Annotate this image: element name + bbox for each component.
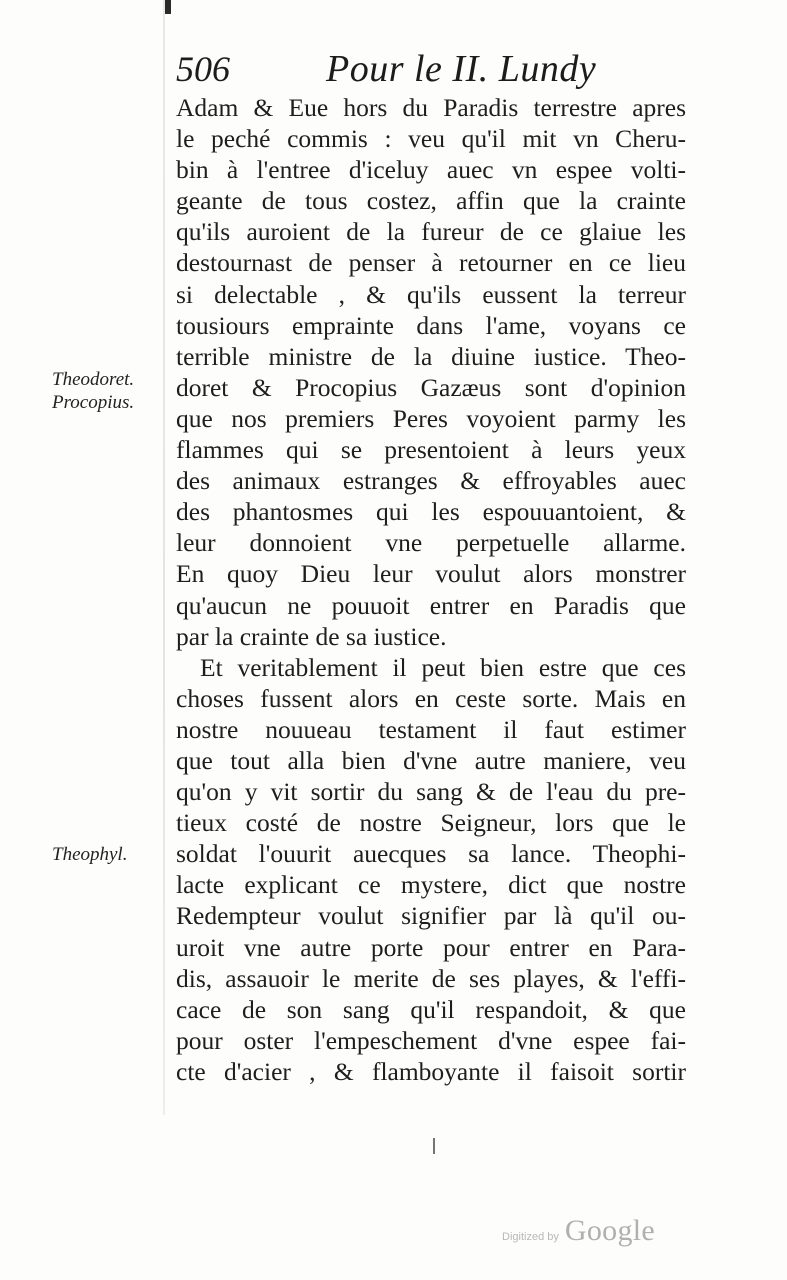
text-line: soldat l'ouurit auecques sa lance. Theophi- [176, 839, 686, 869]
margin-note-theophyl: Theophyl. [52, 844, 128, 865]
text-line: que nos premiers Peres voyoient parmy les [176, 403, 686, 433]
text-line: choses fussent alors en ceste sorte. Mais en [176, 683, 686, 713]
text-line: cte d'acier , & flamboyante il faisoit sortir [176, 1056, 686, 1086]
text-line: qu'aucun ne pouuoit entrer en Paradis que [176, 590, 686, 620]
page-header [176, 46, 686, 92]
text-line: terrible ministre de la diuine iustice. Theo- [176, 341, 686, 371]
top-edge-mark [165, 0, 171, 14]
text-line: geante de tous costez, affin que la crainte [176, 186, 686, 216]
text-line: tousiours emprainte dans l'ame, voyans ce [176, 310, 686, 340]
text-line: nostre nouueau testament il faut estimer [176, 714, 686, 744]
text-line: lacte explicant ce mystere, dict que nostre [176, 870, 686, 900]
running-title: Pour le II. Lundy [326, 48, 597, 90]
margin-note-theodoret: Theodoret. [52, 369, 135, 390]
text-line: bin à l'entree d'iceluy auec vn espee volti- [176, 155, 686, 185]
text-line: uroit vne autre porte pour entrer en Para- [176, 932, 686, 962]
text-line: par la crainte de sa iustice. [176, 621, 447, 651]
text-line: qu'ils auroient de la fureur de ce glaiue les [176, 217, 686, 247]
page-number: 506 [176, 49, 230, 89]
digitized-by-label: Digitized by [502, 1231, 559, 1243]
ink-mark [433, 1138, 435, 1154]
body-text [176, 92, 686, 1087]
text-line: le peché commis : veu qu'il mit vn Cheru- [176, 124, 686, 154]
text-line: cace de son sang qu'il respandoit, & que [176, 994, 686, 1024]
google-logo: Google [564, 1214, 655, 1247]
text-line: En quoy Dieu leur voulut alors monstrer [176, 559, 686, 589]
text-line: tieux costé de nostre Seigneur, lors que le [176, 808, 686, 838]
text-line: destournast de penser à retourner en ce lieu [176, 248, 686, 278]
text-line: dis, assauoir le merite de ses playes, & l'effi- [176, 963, 686, 993]
text-line: qu'on y vit sortir du sang & de l'eau du pre- [176, 777, 686, 807]
digitization-watermark [502, 1214, 655, 1248]
text-line: des animaux estranges & effroyables auec [176, 466, 686, 496]
text-line: Et veritablement il peut bien estre que ces [200, 652, 686, 682]
gutter-shadow [163, 0, 165, 1115]
text-line: Adam & Eue hors du Paradis terrestre apres [176, 93, 686, 122]
text-line: flammes qui se presentoient à leurs yeux [176, 435, 686, 465]
text-line: des phantosmes qui les espouuantoient, & [176, 497, 686, 527]
text-line: que tout alla bien d'vne autre maniere, veu [176, 745, 686, 775]
text-line: pour oster l'empeschement d'vne espee fai- [176, 1025, 686, 1055]
text-line: leur donnoient vne perpetuelle allarme. [176, 528, 686, 558]
text-line: Redempteur voulut signifier par là qu'il ou- [176, 901, 686, 931]
margin-note-procopius: Procopius. [52, 392, 135, 413]
text-line: doret & Procopius Gazæus sont d'opinion [176, 372, 686, 402]
text-line: si delectable , & qu'ils eussent la terreur [176, 279, 686, 309]
